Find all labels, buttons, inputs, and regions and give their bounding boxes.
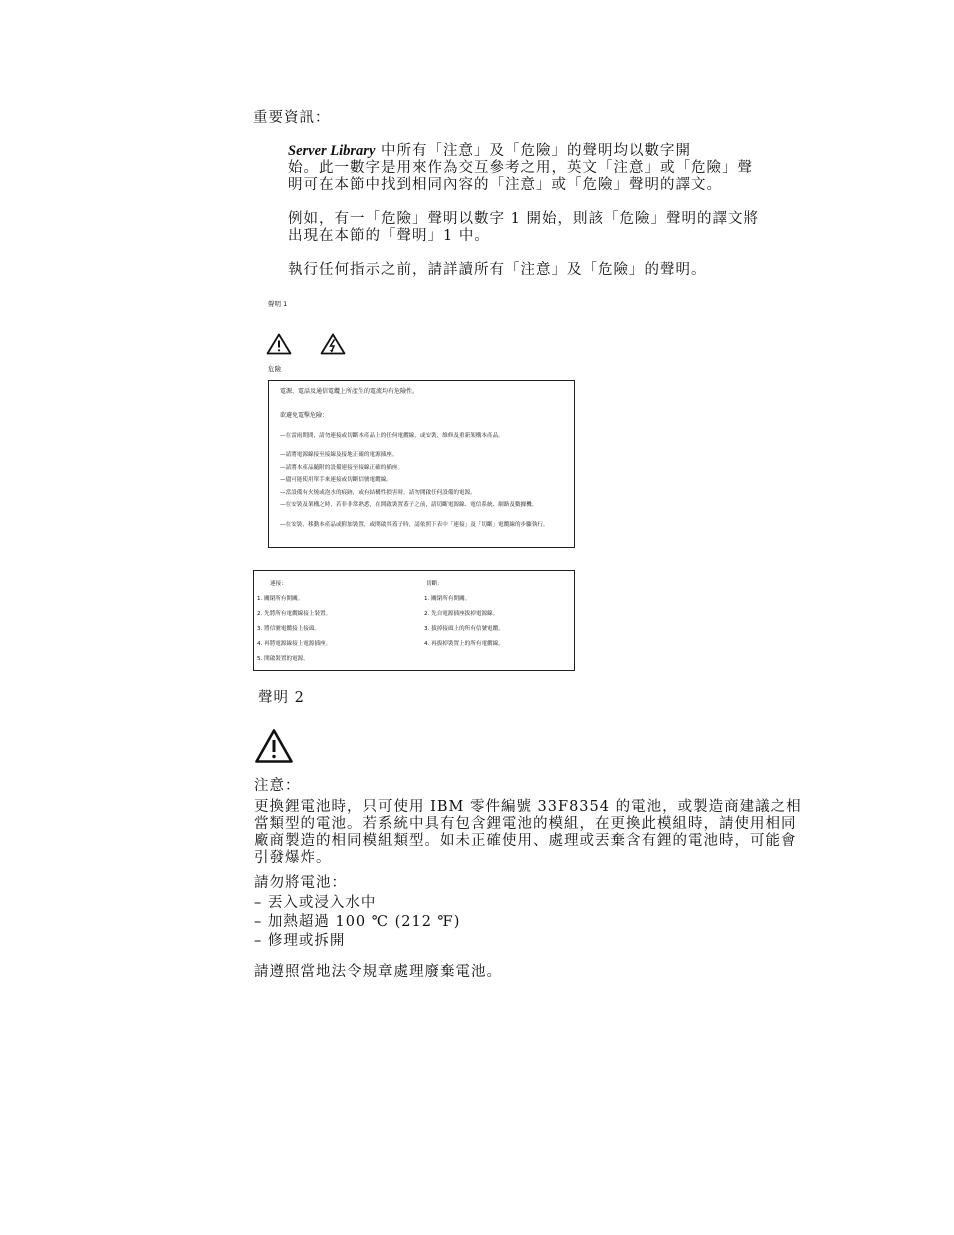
danger-bullet-5: —當設備有火燒或泡水的痕跡，或有結構性損害時，請勿開啟任何設備的電源。 xyxy=(280,490,476,496)
disconnect-step-4: 4. 再拔掉裝置上的所有電纜線。 xyxy=(424,641,504,647)
intro-paragraph-1-line-3: 明可在本節中找到相同內容的「注意」或「危險」聲明的譯文。 xyxy=(288,177,722,193)
caution-label: 注意： xyxy=(254,778,301,794)
danger-bullet-7: —在安裝、移動本產品或附加裝置，或開啟其蓋子時，請依照下表中「連接」及「切斷」電纜線的步驟執行。 xyxy=(280,522,549,528)
disconnect-step-3: 3. 拔掉接頭上的所有信號電纜。 xyxy=(424,626,504,632)
intro-paragraph-2 xyxy=(288,211,788,245)
caution-icon xyxy=(254,728,294,764)
do-not-item-3: – 修理或拆開 xyxy=(254,933,346,949)
connect-step-1: 1. 關閉所有開關。 xyxy=(257,596,304,602)
intro-heading: 重要資訊： xyxy=(253,110,331,126)
intro-paragraph-2-line-1: 例如，有一「危險」聲明以數字 1 開始，則該「危險」聲明的譯文將 xyxy=(288,211,759,227)
do-not-label: 請勿將電池： xyxy=(254,875,347,891)
do-not-item-2: – 加熱超過 100 ℃ (212 ℉) xyxy=(254,914,461,930)
danger-bullet-2: —請將電源線接至接線及接地正確的電源插座。 xyxy=(280,452,398,458)
avoid-shock-label: 欲避免電擊危險： xyxy=(280,412,329,419)
intro-paragraph-2-line-2: 出現在本節的「聲明」1 中。 xyxy=(288,228,490,244)
intro-paragraph-3: 執行任何指示之前，請詳讀所有「注意」及「危險」的聲明。 xyxy=(288,262,707,278)
danger-bullet-6: —在安裝及架構之時，若非非常熟悉，在開啟裝置蓋子之前，請切斷電源線、電信系統、網路及數據機。 xyxy=(280,502,538,508)
do-not-item-1: – 丟入或浸入水中 xyxy=(254,895,377,911)
danger-bullet-3: —請將本產品隨附的設備連接至接線正確的插座。 xyxy=(280,465,404,471)
connect-step-3: 3. 將信號電纜接上接頭。 xyxy=(257,626,321,632)
connect-disconnect-table xyxy=(253,570,575,671)
electrical-hazard-icon xyxy=(320,333,346,355)
danger-bullet-1: —在雷雨期間，請勿連接或切斷本產品上的任何電纜線，或安裝、維修及重新架構本產品。 xyxy=(280,433,504,439)
intro-paragraph-1-line-2: 始。此一數字是用來作為交互參考之用，英文「注意」或「危險」聲 xyxy=(288,160,753,176)
warning-icon xyxy=(266,333,292,355)
dispose-instruction: 請遵照當地法令規章處理廢棄電池。 xyxy=(254,964,502,980)
battery-caution-line-1: 更換鋰電池時，只可使用 IBM 零件編號 33F8354 的電池，或製造商建議之相 xyxy=(254,799,802,815)
disconnect-step-2: 2. 先自電源插座拔掉電源線。 xyxy=(424,611,499,617)
connect-header: 連接： xyxy=(270,581,287,587)
battery-caution-line-2: 當類型的電池。若系統中具有包含鋰電池的模組，在更換此模組時，請使用相同 xyxy=(254,816,797,832)
danger-notice-box xyxy=(268,380,575,548)
server-library-brand: Server Library xyxy=(288,143,376,159)
battery-caution-line-4: 引發爆炸。 xyxy=(254,850,332,866)
danger-bullet-4: —儘可能使用單手來連接或切斷信號電纜線。 xyxy=(280,477,392,483)
intro-paragraph-1 xyxy=(288,143,788,194)
battery-caution-line-3: 廠商製造的相同模組類型。如未正確使用、處理或丟棄含有鋰的電池時，可能會 xyxy=(254,833,797,849)
danger-intro-text: 電源、電話及通信電纜上所產生的電流均有危險性。 xyxy=(280,388,419,395)
intro-paragraph-1-line-1: Server Library 中所有「注意」及「危險」的聲明均以數字開 xyxy=(288,143,691,159)
connect-step-2: 2. 先將所有電纜線接上裝置。 xyxy=(257,611,332,617)
danger-label: 危險 xyxy=(268,365,281,373)
statement-2-label: 聲明 2 xyxy=(258,690,305,706)
statement-1-label: 聲明 1 xyxy=(268,300,288,308)
connect-step-4: 4. 再將電源線接上電源插座。 xyxy=(257,641,332,647)
battery-caution-paragraph xyxy=(254,799,802,867)
connect-step-5: 5. 開啟裝置的電源。 xyxy=(257,656,309,662)
disconnect-step-1: 1. 關閉所有開關。 xyxy=(424,596,471,602)
disconnect-header: 切斷： xyxy=(426,581,443,587)
